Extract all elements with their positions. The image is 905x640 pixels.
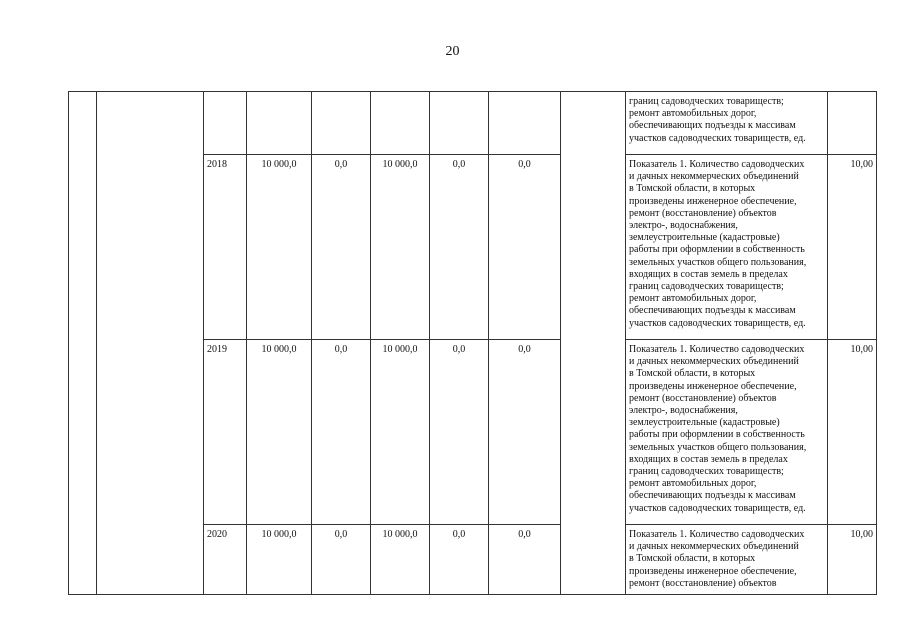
indicator-line: в Томской области, в которых xyxy=(629,368,756,380)
total-cell: 10 000,0 xyxy=(247,340,312,525)
indicator-line: участков садоводческих товариществ, ед. xyxy=(629,502,806,514)
other-cell: 0,0 xyxy=(489,525,561,595)
executor-cell xyxy=(561,92,626,595)
local-cell: 0,0 xyxy=(430,525,489,595)
federal-cell: 0,0 xyxy=(312,525,371,595)
indicator-value-cell xyxy=(828,92,877,155)
indicator-line: работы при оформлении в собственность xyxy=(629,244,805,256)
indicator-line: земельных участков общего пользования, xyxy=(629,441,807,453)
total-cell: 10 000,0 xyxy=(247,525,312,595)
indicator-line: границ садоводческих товариществ; xyxy=(629,281,784,293)
indicator-value-cell: 10,00 xyxy=(828,340,877,525)
number-cell xyxy=(69,92,97,595)
indicator-line: ремонт (восстановление) объектов xyxy=(629,577,777,589)
indicator-line: ремонт (восстановление) объектов xyxy=(629,207,777,219)
indicator-line: произведены инженерное обеспечение, xyxy=(629,565,797,577)
federal-cell xyxy=(312,92,371,155)
federal-cell: 0,0 xyxy=(312,155,371,340)
indicator-line: произведены инженерное обеспечение, xyxy=(629,195,797,207)
indicator-line: и дачных некоммерческих объединений xyxy=(629,356,799,368)
local-cell: 0,0 xyxy=(430,155,489,340)
local-cell xyxy=(430,92,489,155)
indicator-line: ремонт автомобильных дорог, xyxy=(629,478,757,490)
indicator-line: участков садоводческих товариществ, ед. xyxy=(629,132,806,144)
federal-cell: 0,0 xyxy=(312,340,371,525)
indicator-line: участков садоводческих товариществ, ед. xyxy=(629,317,806,329)
total-cell xyxy=(247,92,312,155)
regional-cell xyxy=(371,92,430,155)
indicator-line: обеспечивающих подъезды к массивам xyxy=(629,490,796,502)
indicator-value-cell: 10,00 xyxy=(828,525,877,595)
indicator-line: обеспечивающих подъезды к массивам xyxy=(629,120,796,132)
indicator-line: границ садоводческих товариществ; xyxy=(629,96,784,107)
indicator-line: и дачных некоммерческих объединений xyxy=(629,541,799,553)
indicator-line: электро-, водоснабжения, xyxy=(629,405,738,417)
regional-cell: 10 000,0 xyxy=(371,155,430,340)
indicator-line: Показатель 1. Количество садоводческих xyxy=(629,529,805,540)
indicator-line: в Томской области, в которых xyxy=(629,553,756,565)
indicator-line: земельных участков общего пользования, xyxy=(629,256,807,268)
indicator-line: входящих в состав земель в пределах xyxy=(629,268,788,280)
year-cell: 2020 xyxy=(204,525,247,595)
indicator-line: землеустроительные (кадастровые) xyxy=(629,232,780,244)
local-cell: 0,0 xyxy=(430,340,489,525)
indicator-line: Показатель 1. Количество садоводческих xyxy=(629,159,805,170)
indicator-line: Показатель 1. Количество садоводческих xyxy=(629,344,805,355)
indicator-line: электро-, водоснабжения, xyxy=(629,220,738,232)
year-cell: 2019 xyxy=(204,340,247,525)
program-table xyxy=(68,91,877,595)
regional-cell: 10 000,0 xyxy=(371,340,430,525)
year-cell xyxy=(204,92,247,155)
indicator-cell xyxy=(626,525,828,595)
other-cell: 0,0 xyxy=(489,155,561,340)
indicator-cell xyxy=(626,92,828,155)
indicator-cell xyxy=(626,155,828,340)
indicator-line: работы при оформлении в собственность xyxy=(629,429,805,441)
indicator-line: входящих в состав земель в пределах xyxy=(629,453,788,465)
other-cell: 0,0 xyxy=(489,340,561,525)
year-cell: 2018 xyxy=(204,155,247,340)
indicator-line: ремонт автомобильных дорог, xyxy=(629,293,757,305)
indicator-cell xyxy=(626,340,828,525)
task-cell xyxy=(97,92,204,595)
indicator-line: в Томской области, в которых xyxy=(629,183,756,195)
page-number: 20 xyxy=(445,44,460,59)
other-cell xyxy=(489,92,561,155)
indicator-line: и дачных некоммерческих объединений xyxy=(629,171,799,183)
indicator-line: обеспечивающих подъезды к массивам xyxy=(629,305,796,317)
indicator-line: произведены инженерное обеспечение, xyxy=(629,380,797,392)
indicator-line: ремонт (восстановление) объектов xyxy=(629,392,777,404)
total-cell: 10 000,0 xyxy=(247,155,312,340)
regional-cell: 10 000,0 xyxy=(371,525,430,595)
indicator-value-cell: 10,00 xyxy=(828,155,877,340)
indicator-line: границ садоводческих товариществ; xyxy=(629,466,784,478)
indicator-line: землеустроительные (кадастровые) xyxy=(629,417,780,429)
table-row xyxy=(69,92,877,155)
indicator-line: ремонт автомобильных дорог, xyxy=(629,108,757,120)
